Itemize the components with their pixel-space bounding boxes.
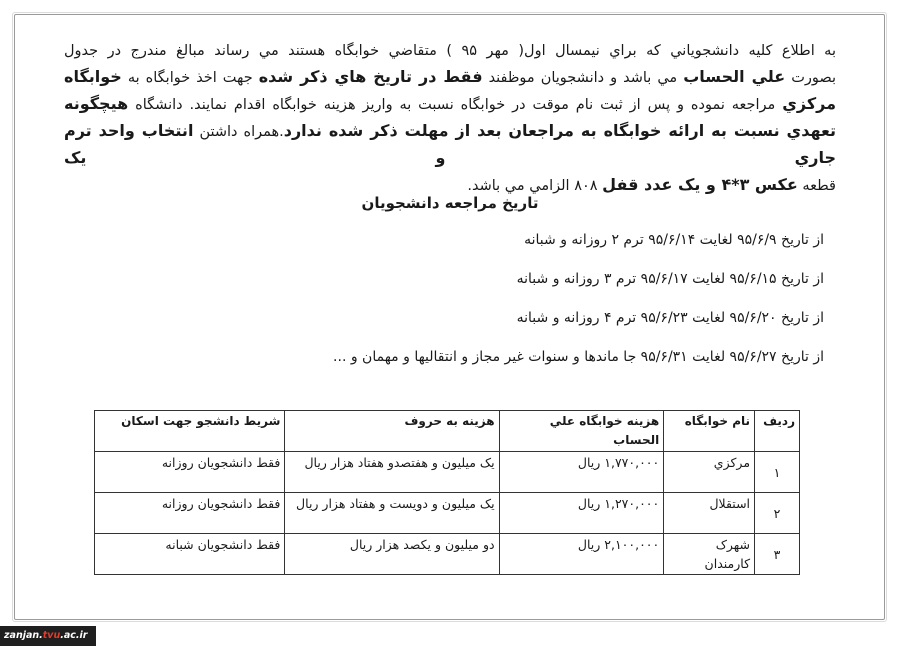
emphasis: علي الحساب <box>683 67 786 86</box>
dorm-cost: ۱,۷۷۰,۰۰۰ ريال <box>499 452 664 493</box>
col-header-condition: شريط دانشجو جهت اسکان <box>95 411 285 452</box>
row-index: ۱ <box>755 452 800 493</box>
schedule-item: از تاريخ ۹۵/۶/۹ لغايت ۹۵/۶/۱۴ ترم ۲ روزانه و شبانه <box>524 232 824 248</box>
dorm-cost: ۱,۲۷۰,۰۰۰ ريال <box>499 493 664 534</box>
row-index: ۲ <box>755 493 800 534</box>
table-row <box>95 534 800 575</box>
dorm-cost: ۲,۱۰۰,۰۰۰ ريال <box>499 534 664 575</box>
dorm-condition: فقط دانشجويان شبانه <box>95 534 285 575</box>
dorm-condition: فقط دانشجويان روزانه <box>95 493 285 534</box>
dorm-cost-words: يک ميليون و هفتصدو هفتاد هزار ريال <box>285 452 499 493</box>
dorm-name: مرکزي <box>664 452 755 493</box>
table-row <box>95 452 800 493</box>
col-header-cost: هزينه خوابگاه علي الحساب <box>499 411 664 452</box>
dorm-cost-words: دو ميليون و يکصد هزار ريال <box>285 534 499 575</box>
table-header-row <box>95 411 800 452</box>
col-header-name: نام خوابگاه <box>664 411 755 452</box>
row-index: ۳ <box>755 534 800 575</box>
dorm-condition: فقط دانشجويان روزانه <box>95 452 285 493</box>
emphasis: عکس ۳*۴ و يک عدد قفل <box>602 175 798 194</box>
schedule-item: از تاريخ ۹۵/۶/۱۵ لغايت ۹۵/۶/۱۷ ترم ۳ روزانه و شبانه <box>516 271 824 287</box>
schedule-item: از تاريخ ۹۵/۶/۲۰ لغايت ۹۵/۶/۲۳ ترم ۴ روزانه و شبانه <box>516 310 824 326</box>
notice-text <box>64 38 836 199</box>
site-url-badge: zanjan.tvu.ac.ir <box>0 626 96 646</box>
emphasis: خوابگاه <box>64 67 122 86</box>
notice-line-2: بصورت علي الحساب مي باشد و دانشجويان موظفند فقط در تاريخ هاي ذکر شده جهت اخذ خوابگاه به خوابگاه <box>64 67 837 86</box>
schedule-item: از تاريخ ۹۵/۶/۲۷ لغايت ۹۵/۶/۳۱ جا ماندها و سنوات غير مجاز و انتقاليها و مهمان و ... <box>333 349 824 365</box>
emphasis: انتخاب واحد ترم جاري و يک <box>64 121 836 167</box>
section-title: تاريخ مراجعه دانشجويان <box>361 194 539 212</box>
dormitory-fees-table <box>94 410 800 575</box>
dorm-name: شهرک کارمندان <box>664 534 755 575</box>
emphasis: مرکزي <box>782 94 837 113</box>
notice-line-1: به اطلاع کليه دانشجوياني که براي نيمسال اول( مهر ۹۵ ) متقاضي خوابگاه هستند مي رساند مبالغ مندرج در جدول <box>64 43 836 59</box>
schedule-list <box>104 228 824 384</box>
emphasis: فقط در تاريخ هاي ذکر شده <box>258 67 483 86</box>
notice-line-3: مرکزي مراجعه نموده و پس از ثبت نام موقت در خوابگاه نسبت به واريز هزينه خوابگاه اقدام نمايند. دانشگاه هيچگونه <box>64 94 837 113</box>
notice-line-5: قطعه عکس ۳*۴ و يک عدد قفل ۸۰۸ الزامي مي باشد. <box>467 175 836 194</box>
table-row <box>95 493 800 534</box>
emphasis: تعهدي نسبت به ارائه خوابگاه به مراجعان بعد از مهلت ذکر شده ندارد <box>283 121 837 140</box>
notice-line-4: تعهدي نسبت به ارائه خوابگاه به مراجعان بعد از مهلت ذکر شده ندارد.همراه داشتن انتخاب واحد ترم جاري و يک <box>64 121 837 167</box>
dorm-name: استقلال <box>664 493 755 534</box>
emphasis: هيچگونه <box>64 94 129 113</box>
col-header-words: هزينه به حروف <box>285 411 499 452</box>
dorm-cost-words: يک ميليون و دويست و هفتاد هزار ريال <box>285 493 499 534</box>
col-header-index: رديف <box>755 411 800 452</box>
